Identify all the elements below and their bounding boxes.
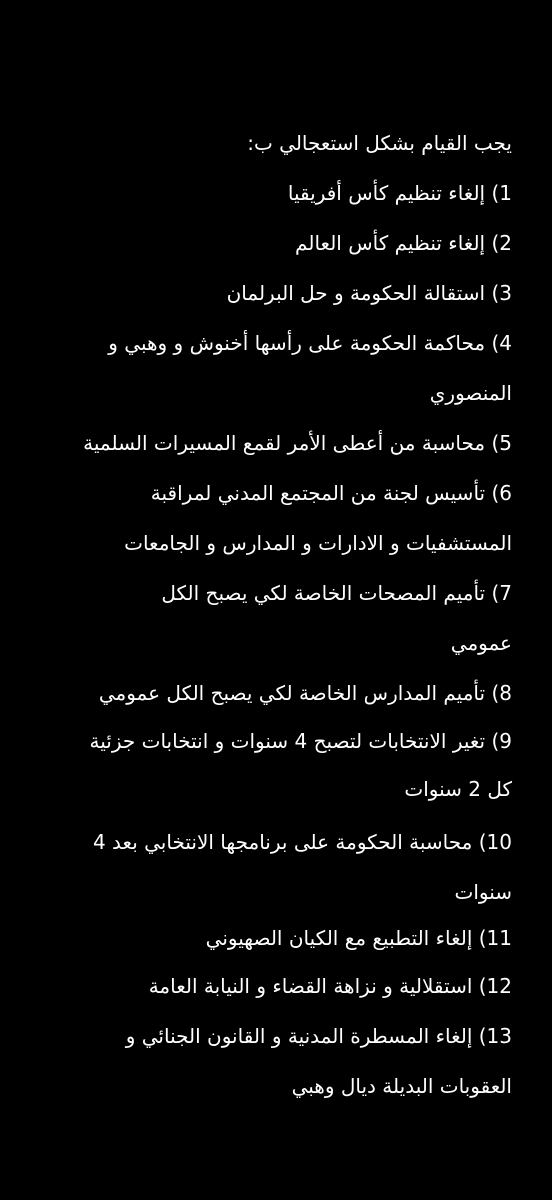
document-heading: يجب القيام بشكل استعجالي ب: [247,131,512,155]
demand-line-11: 11) إلغاء التطبيع مع الكيان الصهيوني [205,926,512,950]
demand-line-7-cont: عمومي [450,631,512,655]
demand-line-6-cont: المستشفيات و الادارات و المدارس و الجامعات [124,531,512,555]
demand-line-2: 2) إلغاء تنظيم كأس العالم [295,231,512,255]
demand-line-10-cont: سنوات [454,880,512,904]
demand-line-7: 7) تأميم المصحات الخاصة لكي يصبح الكل [161,581,512,605]
demand-line-6: 6) تأسيس لجنة من المجتمع المدني لمراقبة [150,481,512,505]
demand-line-3: 3) استقالة الحكومة و حل البرلمان [226,281,512,305]
demand-line-5: 5) محاسبة من أعطى الأمر لقمع المسيرات السلمية [83,431,512,455]
demand-line-13-cont: العقوبات البديلة ديال وهبي [291,1074,512,1098]
demand-line-4: 4) محاكمة الحكومة على رأسها أخنوش و وهبي و [108,331,512,355]
demand-line-1: 1) إلغاء تنظيم كأس أفريقيا [287,181,512,205]
demand-line-10: 10) محاسبة الحكومة على برنامجها الانتخابي بعد 4 [92,830,512,854]
demand-line-9-cont: كل 2 سنوات [404,777,512,801]
demand-line-4-cont: المنصوري [429,381,512,405]
demand-line-8: 8) تأميم المدارس الخاصة لكي يصبح الكل عمومي [98,681,512,705]
demand-line-9: 9) تغير الانتخابات لتصبح 4 سنوات و انتخابات جزئية [89,729,512,753]
demand-line-12: 12) استقلالية و نزاهة القضاء و النيابة العامة [148,974,512,998]
demand-line-13: 13) إلغاء المسطرة المدنية و القانون الجنائي و [125,1024,512,1048]
